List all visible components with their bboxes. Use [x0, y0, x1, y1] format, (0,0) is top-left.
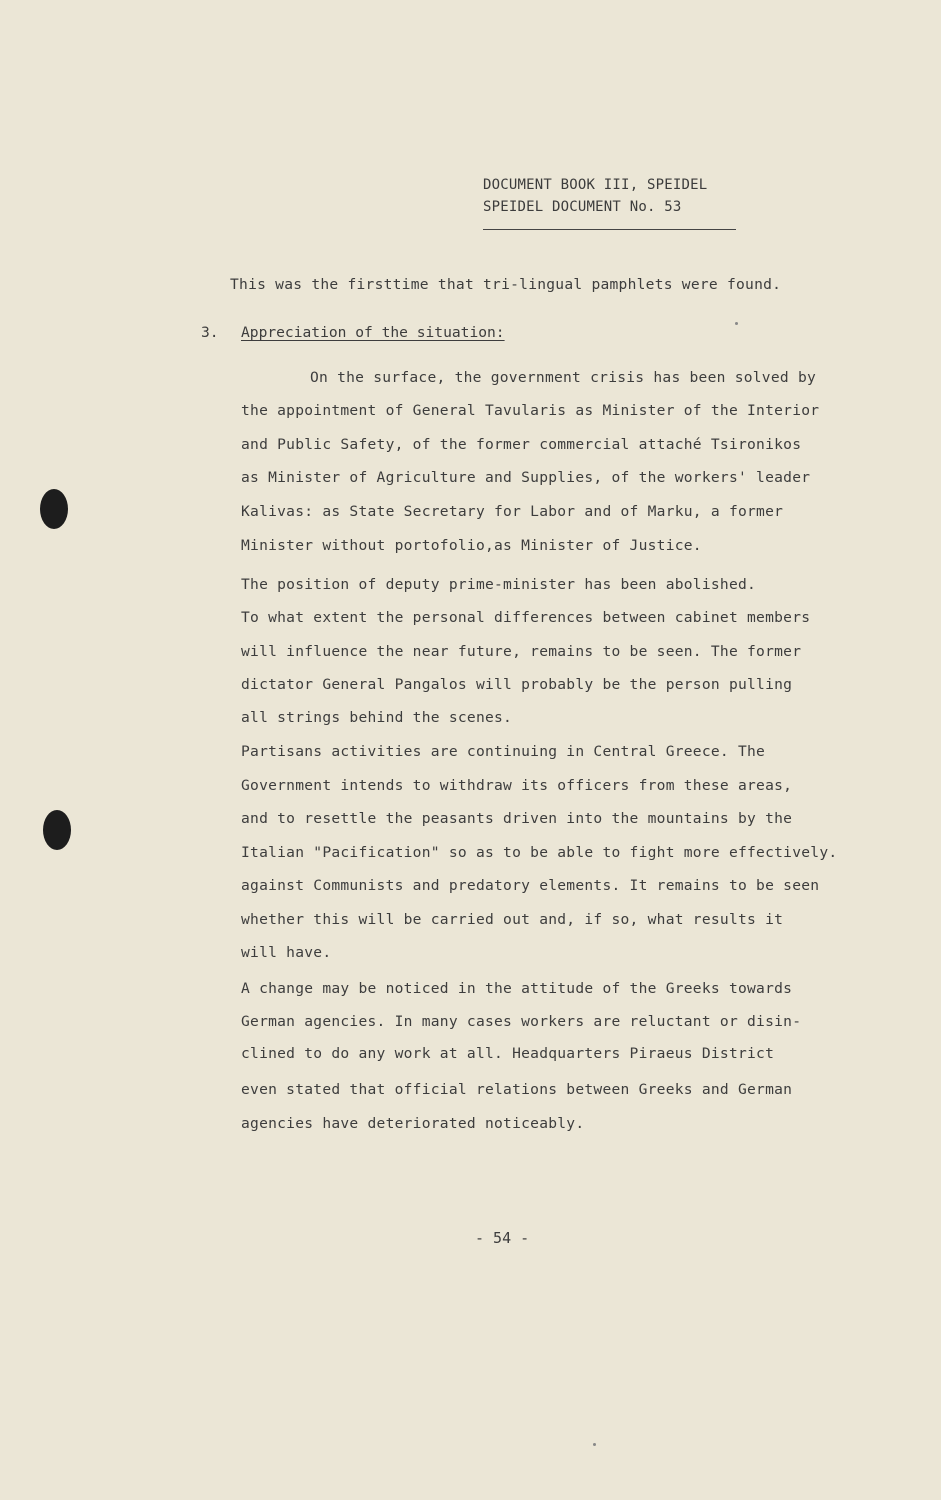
body-line: Minister without portofolio,as Minister of Justice.: [241, 537, 702, 554]
body-line: clined to do any work at all. Headquarters Piraeus District: [241, 1045, 775, 1062]
section-title: Appreciation of the situation:: [241, 324, 505, 341]
body-line: even stated that official relations between Greeks and German: [241, 1081, 793, 1098]
body-line: German agencies. In many cases workers are reluctant or disin-: [241, 1013, 802, 1030]
body-line: against Communists and predatory elements. It remains to be seen: [241, 877, 820, 894]
body-line: as Minister of Agriculture and Supplies, of the workers' leader: [241, 469, 811, 486]
page-number: - 54 -: [475, 1229, 530, 1247]
body-line: Kalivas: as State Secretary for Labor and of Marku, a former: [241, 503, 784, 520]
body-line: will have.: [241, 944, 332, 961]
header-line-2: SPEIDEL DOCUMENT No. 53: [483, 199, 682, 215]
body-line: The position of deputy prime-minister has been abolished.: [241, 576, 757, 593]
body-line: all strings behind the scenes.: [241, 709, 513, 726]
body-line: and Public Safety, of the former commercial attaché Tsironikos: [241, 436, 802, 453]
body-line: the appointment of General Tavularis as Minister of the Interior: [241, 402, 820, 419]
body-line: Government intends to withdraw its officers from these areas,: [241, 777, 793, 794]
body-line: Italian "Pacification" so as to be able to fight more effectively.: [241, 844, 838, 861]
header-divider: [483, 229, 736, 230]
header-line-1: DOCUMENT BOOK III, SPEIDEL: [483, 177, 708, 193]
body-line: agencies have deteriorated noticeably.: [241, 1115, 585, 1132]
body-line: To what extent the personal differences between cabinet members: [241, 609, 811, 626]
punch-hole-bottom: [43, 810, 71, 850]
paper-speck: [593, 1443, 596, 1446]
paper-speck: [735, 322, 738, 325]
body-line: dictator General Pangalos will probably be the person pulling: [241, 676, 793, 693]
body-line: whether this will be carried out and, if so, what results it: [241, 911, 784, 928]
body-line: A change may be noticed in the attitude of the Greeks towards: [241, 980, 793, 997]
body-line: Partisans activities are continuing in Central Greece. The: [241, 743, 766, 760]
document-header: [483, 174, 707, 218]
body-line: and to resettle the peasants driven into the mountains by the: [241, 810, 793, 827]
punch-hole-top: [40, 489, 68, 529]
intro-line: This was the firsttime that tri-lingual pamphlets were found.: [230, 276, 782, 293]
body-line: will influence the near future, remains to be seen. The former: [241, 643, 802, 660]
section-number: 3.: [201, 324, 219, 341]
body-line: On the surface, the government crisis has been solved by: [310, 369, 817, 386]
